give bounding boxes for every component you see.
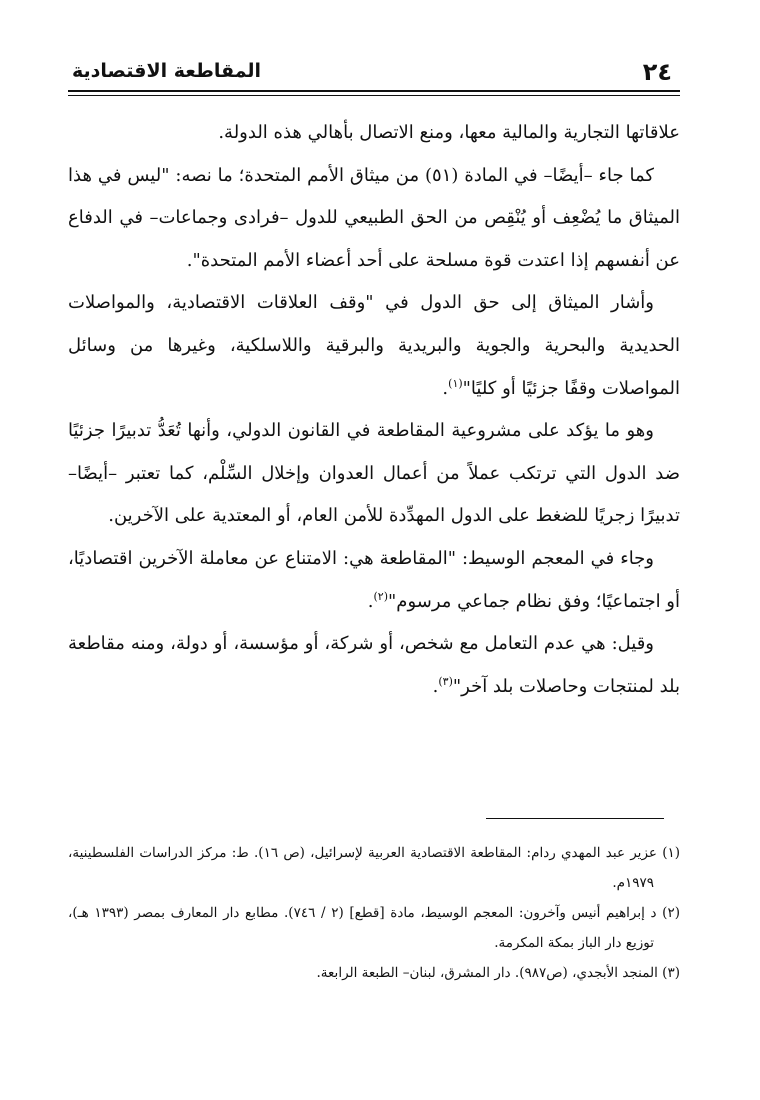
footnote-1: (١) عزير عبد المهدي ردام: المقاطعة الاقتصادية العربية لإسرائيل، (ص ١٦). ط: مركز الدراسات الفلسطينية، ١٩٧٩م. bbox=[68, 845, 681, 891]
paragraph-un-charter-article: كما جاء –أيضًا– في المادة (٥١) من ميثاق الأمم المتحدة؛ ما نصه: "ليس في هذا الميثاق ما يُضْعِف أو يُنْقِص من الحق الطبيعي للدول –فرادى وجماعات– في الدفاع عن أنفسهم إذا اعتدت قوة مسلحة على أحد أعضاء الأمم المتحدة". bbox=[68, 164, 680, 271]
paragraph-dictionary-definition: وجاء في المعجم الوسيط: "المقاطعة هي: الامتناع عن معاملة الآخرين اقتصاديًا، أو اجتماعيًا؛ وفق نظام جماعي مرسوم"$^{(٢)}$. bbox=[68, 547, 680, 612]
footnote-ref-1: (١) bbox=[448, 376, 463, 390]
footnotes bbox=[68, 838, 680, 988]
paragraph-charter-measures: وأشار الميثاق إلى حق الدول في "وقف العلاقات الاقتصادية، والمواصلات الحديدية والبحرية والجوية والبريدية والبرقية واللاسلكية، وغيرها من وسائل المواصلات وقفًا جزئيًا أو كليًا"$^{(١)}$. bbox=[68, 292, 680, 399]
header-rule-thin bbox=[68, 95, 680, 96]
running-title: المقاطعة الاقتصادية bbox=[72, 60, 262, 82]
paragraph-legitimacy: وهو ما يؤكد على مشروعية المقاطعة في القانون الدولي، وأنها تُعَدُّ تدبيرًا جزئيًا ضد الدول التي ترتكب عملاً من أعمال العدوان وإخلال السِّلْم، كما تعتبر –أيضًا– تدبيرًا زجريًا للضغط على الدول المهدِّدة للأمن العام، أو المعتدية على الآخرين. bbox=[68, 420, 680, 527]
main-text bbox=[68, 112, 680, 708]
footnote-3: (٣) المنجد الأبجدي، (ص٩٨٧). دار المشرق، لبنان– الطبعة الرابعة. bbox=[316, 965, 680, 981]
paragraph-alternative-definition: وقيل: هي عدم التعامل مع شخص، أو شركة، أو مؤسسة، أو دولة، ومنه مقاطعة بلد لمنتجات وحاصلات بلد آخر"$^{(٣)}$. bbox=[68, 633, 680, 697]
footnote-ref-3: (٣) bbox=[438, 674, 453, 688]
footnote-ref-2: (٢) bbox=[373, 589, 389, 603]
page-number: ٢٤ bbox=[642, 58, 672, 86]
header-rule-thick bbox=[68, 90, 680, 92]
paragraph-continuation: علاقاتها التجارية والمالية معها، ومنع الاتصال بأهالي هذه الدولة. bbox=[218, 122, 680, 143]
footnote-2: (٢) د إبراهيم أنيس وآخرون: المعجم الوسيط، مادة [قطع] (٢ / ٧٤٦). مطابع دار المعارف بمصر (١٣٩٣ هـ)، توزيع دار الباز بمكة المكرمة. bbox=[68, 905, 681, 951]
page-header bbox=[68, 52, 680, 92]
footnote-separator bbox=[486, 818, 664, 819]
